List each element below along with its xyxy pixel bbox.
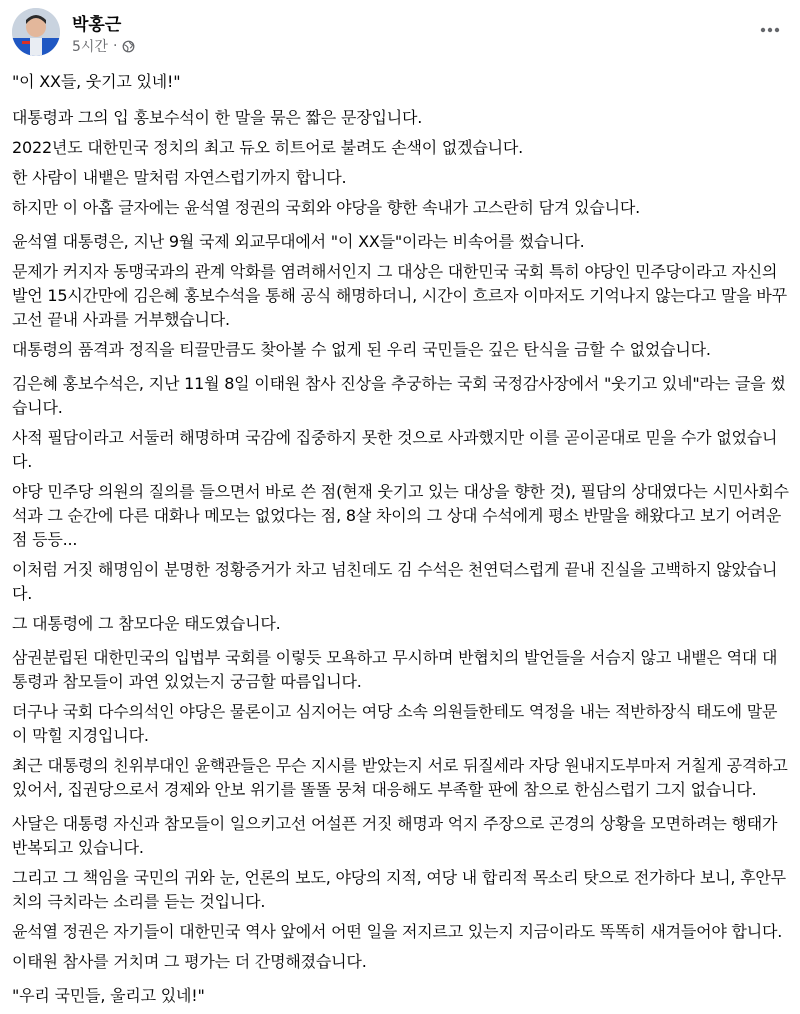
post-body [12,70,792,1014]
paragraph: 문제가 커지자 동맹국과의 관계 악화를 염려해서인지 그 대상은 대한민국 국회 특히 야당인 민주당이라고 자신의 발언 15시간만에 김은혜 홍보수석을 통해 공식 해명하더니, 시간이 흐르자 이마저도 기억나지 않는다고 말을 바꾸고선 끝내 사과를 거부했습니다. [12,262,787,329]
paragraph: 김은혜 홍보수석은, 지난 11월 8일 이태원 참사 진상을 추궁하는 국회 국정감사장에서 "웃기고 있네"라는 글을 썼습니다. [12,374,786,417]
paragraph: 더구나 국회 다수의석인 야당은 물론이고 심지어는 여당 소속 의원들한테도 역정을 내는 적반하장식 태도에 말문이 막힐 지경입니다. [12,702,778,745]
more-horizontal-icon [760,27,780,33]
meta-separator: · [112,38,118,54]
paragraph: 사적 필담이라고 서둘러 해명하며 국감에 집중하지 못한 것으로 사과했지만 이를 곧이곧대로 믿을 수가 없었습니다. [12,428,778,471]
paragraph: 이태원 참사를 거치며 그 평가는 더 간명해졌습니다. [12,952,367,971]
more-options-button[interactable] [756,18,784,42]
paragraph: 이처럼 거짓 해명임이 분명한 정황증거가 차고 넘친데도 김 수석은 천연덕스럽게 끝내 진실을 고백하지 않았습니다. [12,560,778,603]
paragraph: 대통령의 품격과 정직을 티끌만큼도 찾아볼 수 없게 된 우리 국민들은 깊은 탄식을 금할 수 없었습니다. [12,340,711,359]
paragraph: 윤석열 정권은 자기들이 대한민국 역사 앞에서 어떤 일을 저지르고 있는지 지금이라도 똑똑히 새겨들어야 합니다. [12,922,783,941]
opening-quote: "이 XX들, 웃기고 있네!" [12,72,181,91]
author-name[interactable]: 박홍근 [72,15,122,35]
post-time[interactable]: 5시간 [72,39,108,55]
paragraph: 대통령과 그의 입 홍보수석이 한 말을 묶은 짧은 문장입니다. [12,108,423,127]
avatar-portrait-icon [12,8,60,56]
paragraph: 야당 민주당 의원의 질의를 들으면서 바로 쓴 점(현재 웃기고 있는 대상을 향한 것), 필담의 상대였다는 시민사회수석과 그 순간에 다른 대화나 메모는 없었다는 점, 8살 차이의 그 상대 수석에게 평소 반말을 해왔다고 보기 어려운 점 등등... [12,482,789,549]
post-meta [72,36,135,56]
paragraph: 삼권분립된 대한민국의 입법부 국회를 이렇듯 모욕하고 무시하며 반협치의 발언들을 서슴지 않고 내뱉은 역대 대통령과 참모들이 과연 있었는지 궁금할 따름입니다. [12,648,778,691]
paragraph: 2022년도 대한민국 정치의 최고 듀오 히트어로 불려도 손색이 없겠습니다. [12,138,524,157]
paragraph: 한 사람이 내뱉은 말처럼 자연스럽기까지 합니다. [12,168,347,187]
avatar[interactable] [12,8,60,56]
paragraph: 하지만 이 아홉 글자에는 윤석열 정권의 국회와 야당을 향한 속내가 고스란히 담겨 있습니다. [12,198,640,217]
paragraph: 사달은 대통령 자신과 참모들이 일으키고선 어설픈 거짓 해명과 억지 주장으로 곤경의 상황을 모면하려는 행태가 반복되고 있습니다. [12,814,778,857]
globe-icon [122,40,135,53]
closing-quote: "우리 국민들, 울리고 있네!" [12,986,205,1005]
paragraph: 그리고 그 책임을 국민의 귀와 눈, 언론의 보도, 야당의 지적, 여당 내 합리적 목소리 탓으로 전가하다 보니, 후안무치의 극치라는 소리를 듣는 것입니다. [12,868,786,911]
paragraph: 그 대통령에 그 참모다운 태도였습니다. [12,614,281,633]
post-header [12,8,788,60]
paragraph: 윤석열 대통령은, 지난 9월 국제 외교무대에서 "이 XX들"이라는 비속어를 썼습니다. [12,232,585,251]
paragraph: 최근 대통령의 친위부대인 윤핵관들은 무슨 지시를 받았는지 서로 뒤질세라 자당 원내지도부마저 거칠게 공격하고 있어서, 집권당으로서 경제와 안보 위기를 똘똘 뭉쳐 대응해도 부족할 판에 참으로 한심스럽기 그지 없습니다. [12,756,788,799]
